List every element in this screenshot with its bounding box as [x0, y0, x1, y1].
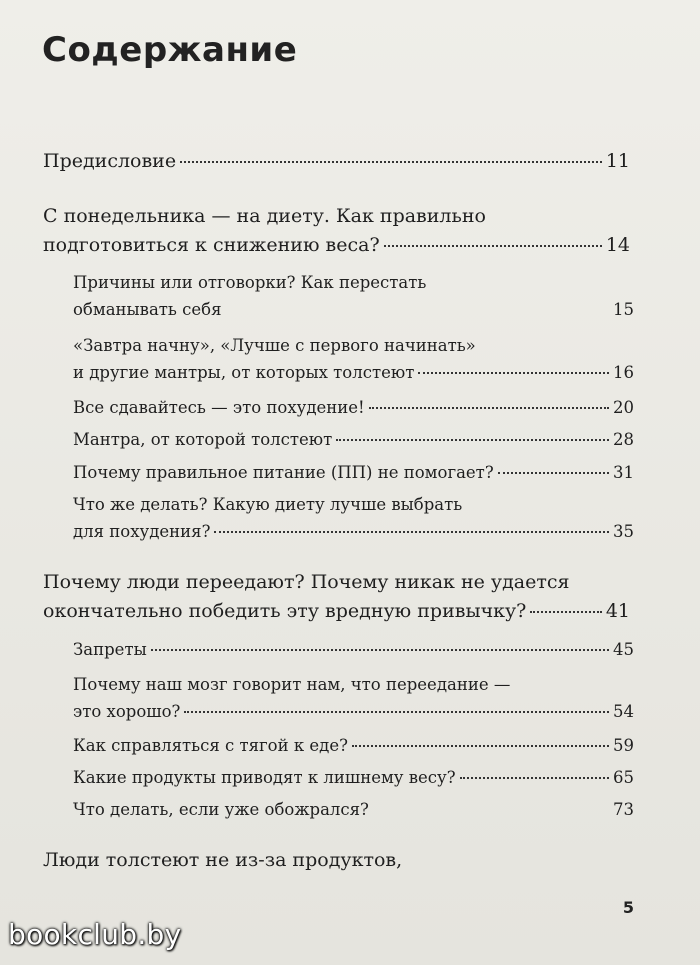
toc-entry-healthy-eating — [73, 463, 634, 482]
toc-page-number: 54 — [613, 702, 634, 721]
toc-entry-title: Предисловие — [43, 150, 177, 172]
toc-page-number: 16 — [613, 363, 634, 382]
toc-page-number: 35 — [613, 522, 634, 541]
toc-page-number: 41 — [605, 600, 630, 622]
toc-entry-title-line: «Завтра начну», «Лучше с первого начинать» — [73, 336, 476, 355]
toc-entry-title: Как справляться с тягой к еде? — [73, 736, 348, 755]
watermark-logo: bookclub.by — [8, 918, 182, 951]
toc-entry-what-to-do — [73, 522, 634, 541]
page-title: Содержание — [42, 30, 298, 70]
toc-entry-mantras — [73, 363, 634, 382]
toc-entry-title: для похудения? — [73, 522, 211, 541]
toc-page-number: 28 — [613, 430, 634, 449]
toc-entry-title: Почему правильное питание (ПП) не помогает? — [73, 463, 494, 482]
toc-entry-title: это хорошо? — [73, 702, 181, 721]
toc-entry-title-line: Люди толстеют не из-за продуктов, — [43, 849, 403, 871]
dot-leader — [214, 531, 609, 533]
toc-entry-diet — [43, 234, 630, 256]
toc-entry-title-line: С понедельника — на диету. Как правильно — [43, 205, 486, 227]
dot-leader — [151, 649, 609, 651]
dot-leader — [498, 472, 609, 474]
toc-entry-mantra — [73, 430, 634, 449]
toc-page-number: 31 — [613, 463, 634, 482]
toc-entry-title: Все сдавайтесь — это похудение! — [73, 398, 365, 417]
toc-entry-title: Мантра, от которой толстеют — [73, 430, 333, 449]
toc-entry-overate — [73, 800, 634, 819]
dot-leader — [460, 777, 609, 779]
toc-entry-title: Запреты — [73, 640, 147, 659]
toc-entry-bans — [73, 640, 634, 659]
toc-entry-title-line: Почему наш мозг говорит нам, что переедание — — [73, 675, 511, 694]
toc-entry-title: обманывать себя — [73, 300, 222, 319]
page-number: 5 — [622, 898, 634, 917]
dot-leader — [418, 372, 609, 374]
toc-entry-title-line: Причины или отговорки? Как перестать — [73, 273, 427, 292]
toc-entry-title: Что делать, если уже обожрался? — [73, 800, 369, 819]
toc-entry-title: Какие продукты приводят к лишнему весу? — [73, 768, 456, 787]
dot-leader — [530, 611, 601, 613]
toc-entry-cravings — [73, 736, 634, 755]
toc-entry-title-line: Почему люди переедают? Почему никак не удается — [43, 571, 570, 593]
toc-page-number: 73 — [613, 800, 634, 819]
dot-leader — [369, 407, 609, 409]
dot-leader — [384, 245, 602, 247]
toc-entry-title: и другие мантры, от которых толстеют — [73, 363, 415, 382]
toc-entry-brain — [73, 702, 634, 721]
dot-leader — [184, 711, 609, 713]
toc-page-number: 14 — [605, 234, 630, 256]
toc-entry-give-up — [73, 398, 634, 417]
toc-entry-title: подготовиться к снижению веса? — [43, 234, 380, 256]
dot-leader — [373, 809, 609, 811]
toc-entry-excuses — [73, 300, 634, 319]
dot-leader — [180, 161, 602, 163]
toc-entry-overeating — [43, 600, 630, 622]
toc-page-number: 45 — [613, 640, 634, 659]
toc-page-number: 59 — [613, 736, 634, 755]
dot-leader — [336, 439, 609, 441]
toc-page-number: 65 — [613, 768, 634, 787]
toc-entry-preface — [43, 150, 630, 172]
toc-entry-title: окончательно победить эту вредную привычку? — [43, 600, 527, 622]
dot-leader — [352, 745, 609, 747]
toc-page-number: 11 — [605, 150, 630, 172]
dot-leader — [226, 309, 610, 311]
toc-page-number: 15 — [613, 300, 634, 319]
toc-page-number: 20 — [613, 398, 634, 417]
toc-entry-products — [73, 768, 634, 787]
toc-entry-title-line: Что же делать? Какую диету лучше выбрать — [73, 495, 463, 514]
